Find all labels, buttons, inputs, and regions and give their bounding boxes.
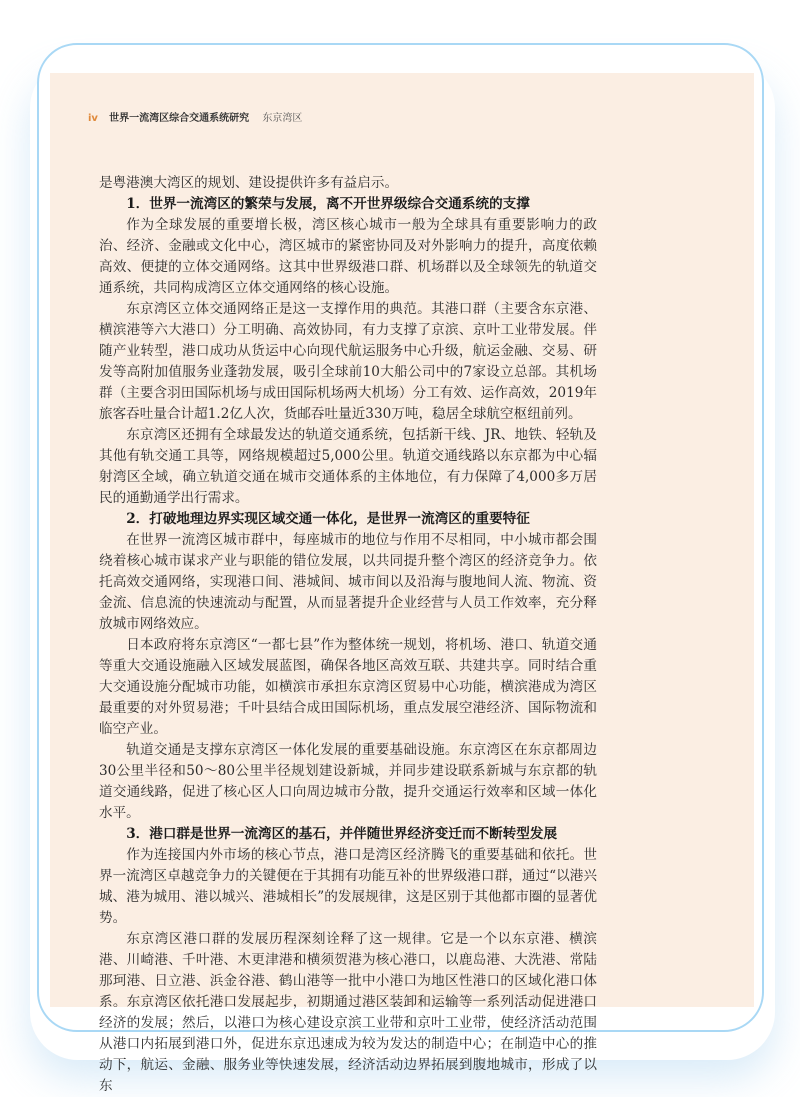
paragraph: 在世界一流湾区城市群中，每座城市的地位与作用不尽相同，中小城市都会围绕着核心城市谋求产业与职能的错位发展，以共同提升整个湾区的经济竞争力。依托高效交通网络，实现港口间、港城间、城市间以及沿海与腹地间人流、物流、资金流、信息流的快速流动与配置，从而显著提升企业经营与人员工作效率，充分释放城市网络效应。 — [99, 532, 597, 632]
running-header — [88, 109, 302, 124]
paragraph: 是粤港澳大湾区的规划、建设提供许多有益启示。 — [99, 175, 399, 191]
section-heading-2: 2．打破地理边界实现区域交通一体化，是世界一流湾区的重要特征 — [126, 511, 530, 527]
section-heading-1: 1．世界一流湾区的繁荣与发展，离不开世界级综合交通系统的支撑 — [126, 196, 530, 212]
page-number: iv — [88, 113, 98, 124]
paragraph: 东京湾区立体交通网络正是这一支撑作用的典范。其港口群（主要含东京港、横滨港等六大港口）分工明确、高效协同，有力支撑了京滨、京叶工业带发展。伴随产业转型，港口成功从货运中心向现代航运服务中心升级，航运金融、交易、研发等高附加值服务业蓬勃发展，吸引全球前10大船公司中的7家设立总部。其机场群（主要含羽田国际机场与成田国际机场两大机场）分工有效、运作高效，2019年旅客吞吐量合计超1.2亿人次，货邮吞吐量近330万吨，稳居全球航空枢纽前列。 — [99, 301, 597, 422]
page-body-text — [99, 173, 597, 1097]
paragraph: 东京湾区还拥有全球最发达的轨道交通系统，包括新干线、JR、地铁、轻轨及其他有轨交通工具等，网络规模超过5,000公里。轨道交通线路以东京都为中心辐射湾区全域，确立轨道交通在城市交通体系的主体地位，有力保障了4,000多万居民的通勤通学出行需求。 — [99, 427, 597, 506]
paragraph: 日本政府将东京湾区“一都七县”作为整体统一规划，将机场、港口、轨道交通等重大交通设施融入区域发展蓝图，确保各地区高效互联、共建共享。同时结合重大交通设施分配城市功能，如横滨市承担东京湾区贸易中心功能，横滨港成为湾区最重要的对外贸易港；千叶县结合成田国际机场，重点发展空港经济、国际物流和临空产业。 — [99, 637, 597, 737]
book-title: 世界一流湾区综合交通系统研究 — [109, 113, 250, 124]
section-heading-3: 3．港口群是世界一流湾区的基石，并伴随世界经济变迁而不断转型发展 — [126, 826, 558, 842]
chapter-title: 东京湾区 — [262, 113, 303, 124]
paragraph: 轨道交通是支撑东京湾区一体化发展的重要基础设施。东京湾区在东京都周边30公里半径和50～80公里半径规划建设新城，并同步建设联系新城与东京都的轨道交通线路，促进了核心区人口向周边城市分散，提升交通运行效率和区域一体化水平。 — [99, 742, 597, 821]
paragraph: 作为全球发展的重要增长极，湾区核心城市一般为全球具有重要影响力的政治、经济、金融或文化中心，湾区城市的紧密协同及对外影响力的提升，高度依赖高效、便捷的立体交通网络。这其中世界级港口群、机场群以及全球领先的轨道交通系统，共同构成湾区立体交通网络的核心设施。 — [99, 217, 597, 296]
paragraph: 东京湾区港口群的发展历程深刻诠释了这一规律。它是一个以东京港、横滨港、川崎港、千叶港、木更津港和横须贺港为核心港口，以鹿岛港、大洗港、常陆那珂港、日立港、浜金谷港、鹤山港等一批中小港口为地区性港口的区域化港口体系。东京湾区依托港口发展起步，初期通过港区装卸和运输等一系列活动促进港口经济的发展；然后，以港口为核心建设京滨工业带和京叶工业带，使经济活动范围从港口内拓展到港口外，促进东京迅速成为较为发达的制造中心；在制造中心的推动下，航运、金融、服务业等快速发展，经济活动边界拓展到腹地城市，形成了以东 — [99, 931, 597, 1094]
paragraph: 作为连接国内外市场的核心节点，港口是湾区经济腾飞的重要基础和依托。世界一流湾区卓越竞争力的关键便在于其拥有功能互补的世界级港口群，通过“以港兴城、港为城用、港以城兴、港城相长”的发展规律，这是区别于其他都市圈的显著优势。 — [99, 847, 597, 926]
